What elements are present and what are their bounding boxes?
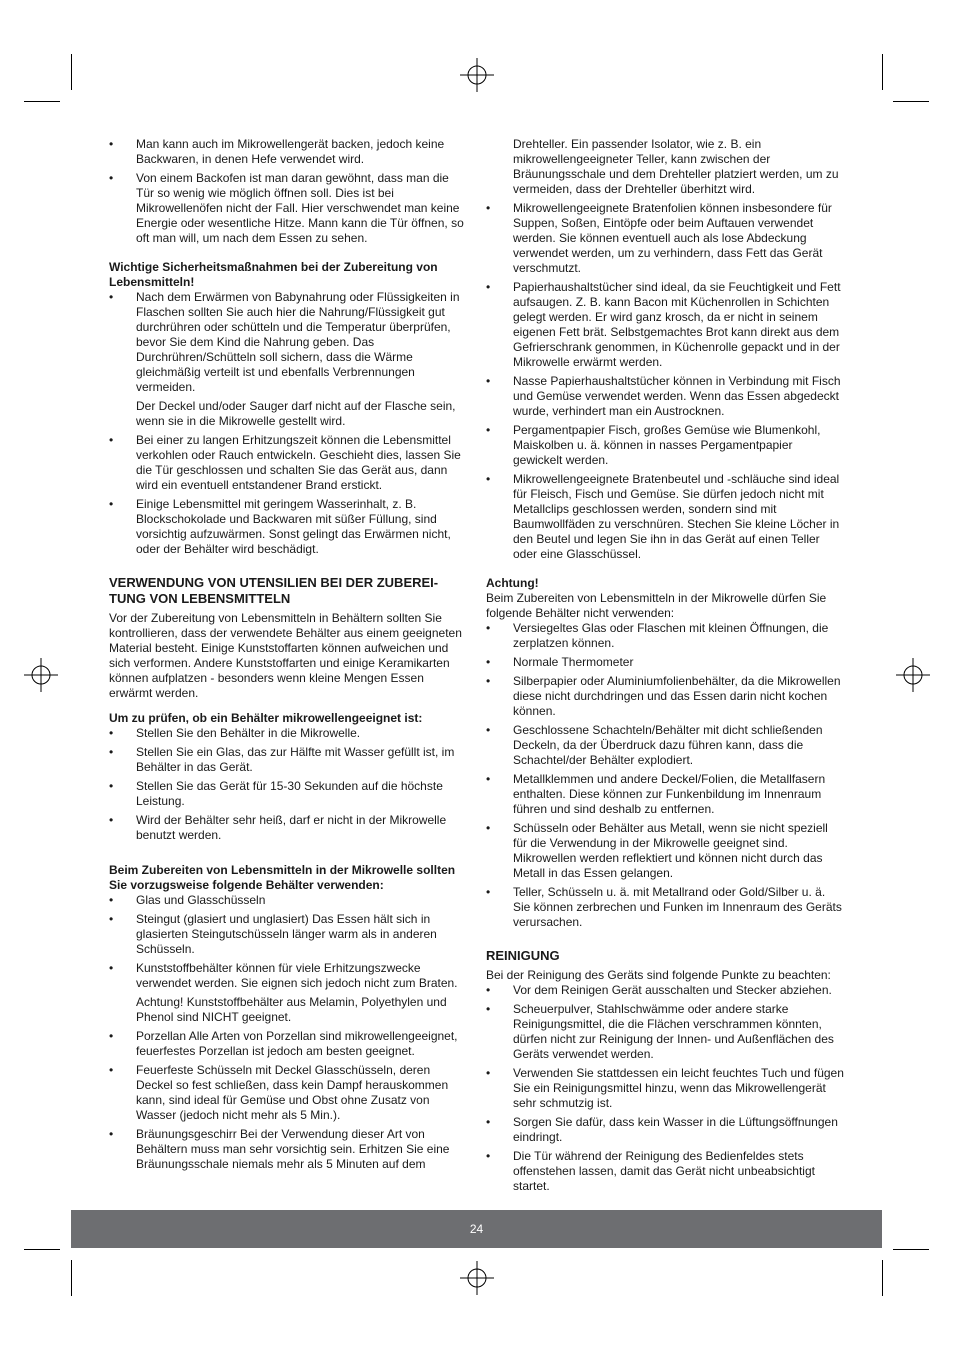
cleaning-intro: Bei der Reinigung des Geräts sind folgende Punkte zu beachten: xyxy=(486,968,831,982)
cleaning-title: REINIGUNG xyxy=(486,948,560,963)
list-item-text: Pergamentpapier Fisch, großes Gemüse wie Blumenkohl, Maiskolben u. ä. können in nasses Pergamentpapier gewickelt werden. xyxy=(513,423,821,467)
crop-mark xyxy=(893,1249,929,1250)
list-item-text: Feuerfeste Schüsseln mit Deckel Glasschüsseln, deren Deckel so fest schließen, dass kein Dampf herauskommen kann, sind ideal für Gemüse und Obst ohne Zusatz von Wasser (jedoch nicht mehr als 5 Min.). xyxy=(136,1063,449,1122)
list-item xyxy=(109,1029,467,1059)
crop-mark xyxy=(893,101,929,102)
list-item xyxy=(486,472,844,562)
list-item-text: Teller, Schüsseln u. ä. mit Metallrand oder Gold/Silber u. ä. Sie können zerbrechen und Funken im Innenraum des Geräts verursachen. xyxy=(513,885,842,929)
safety-list xyxy=(109,290,467,557)
list-item xyxy=(109,433,467,493)
list-item xyxy=(109,893,467,908)
registration-mark-icon xyxy=(460,58,494,92)
list-item-text: Stellen Sie ein Glas, das zur Hälfte mit Wasser gefüllt ist, im Behälter in das Gerät. xyxy=(136,745,455,774)
list-item xyxy=(109,171,467,246)
list-item-text: Nasse Papierhaushaltstücher können in Verbindung mit Fisch und Gemüse verwendet werden. Wenn das Essen abgedeckt wurde, verhindert man ein Austrocknen. xyxy=(513,374,841,418)
list-item-text: Schüsseln oder Behälter aus Metall, wenn sie nicht speziell für die Verwendung in der Mikrowelle geeignet sind. Mikrowellen werden reflektiert und können nicht durch das Metall in das Essen gelangen. xyxy=(513,821,828,880)
section-title: VERWENDUNG VON UTENSILIEN BEI DER ZUBEREI-TUNG VON LEBENSMITTELN xyxy=(109,575,439,606)
list-item-note: Achtung! Kunststoffbehälter aus Melamin, Polyethylen und Phenol sind NICHT geeignet. xyxy=(136,995,447,1024)
list-item-text: Metallklemmen und andere Deckel/Folien, die Metallfasern enthalten. Diese können zur Funkenbildung im Innenraum führen und sind deshalb zu entfernen. xyxy=(513,772,826,816)
list-item-text: Versiegeltes Glas oder Flaschen mit kleinen Öffnungen, die zerplatzen können. xyxy=(513,621,829,650)
list-item xyxy=(486,674,844,719)
list-item xyxy=(486,1002,844,1062)
right-column xyxy=(486,137,844,1198)
list-item xyxy=(109,745,467,775)
test-heading: Um zu prüfen, ob ein Behälter mikrowellengeeignet ist: xyxy=(109,711,423,725)
list-item-text: Die Tür während der Reinigung des Bedienfeldes stets offenstehen lassen, damit das Gerät nicht unbeabsichtigt startet. xyxy=(513,1149,815,1193)
list-item xyxy=(109,1127,467,1172)
list-item xyxy=(486,821,844,881)
safety-heading: Wichtige Sicherheitsmaßnahmen bei der Zubereitung von Lebensmitteln! xyxy=(109,260,438,289)
list-item xyxy=(486,280,844,370)
list-item xyxy=(486,201,844,276)
list-item xyxy=(109,497,467,557)
attention-list xyxy=(486,621,844,930)
section-intro: Vor der Zubereitung von Lebensmitteln in Behältern sollten Sie kontrollieren, dass der verwendete Behälter aus einem geeigneten Material besteht. Einige Kunststoffarten können aufweichen und sich verformen. Andere Kunststoffarten und einige Keramikarten können aufplatzen - besonders wenn kleine Mengen Essen erwärmt werden. xyxy=(109,611,462,700)
list-item-text: Normale Thermometer xyxy=(513,655,634,669)
list-item-text: Silberpapier oder Aluminiumfolienbehälter, da die Mikrowellen diese nicht durchdringen und das Essen darin nicht kochen können. xyxy=(513,674,841,718)
prefer-list xyxy=(109,893,467,1172)
crop-mark xyxy=(882,54,883,90)
attention-intro: Beim Zubereiten von Lebensmitteln in der Mikrowelle dürfen Sie folgende Behälter nicht verwenden: xyxy=(486,591,827,620)
list-item-text: Scheuerpulver, Stahlschwämme oder andere starke Reinigungsmittel, die die Flächen verschrammen könnten, dürfen nicht zur Reinigung der Innen- und Außenflächen des Geräts verwendet werden. xyxy=(513,1002,834,1061)
prefer-heading: Beim Zubereiten von Lebensmitteln in der Mikrowelle sollten Sie vorzugsweise folgende Behälter verwenden: xyxy=(109,863,456,892)
list-item-text: Stellen Sie den Behälter in die Mikrowelle. xyxy=(136,726,361,740)
attention-heading: Achtung! xyxy=(486,576,539,590)
list-item xyxy=(486,621,844,651)
list-item xyxy=(486,1066,844,1111)
crop-mark xyxy=(882,1260,883,1296)
intro-list xyxy=(109,137,467,246)
cleaning-list xyxy=(486,983,844,1194)
page-footer xyxy=(71,1210,882,1248)
list-item-text: Stellen Sie das Gerät für 15-30 Sekunden auf die höchste Leistung. xyxy=(136,779,443,808)
list-item-text: Papierhaushaltstücher sind ideal, da sie Feuchtigkeit und Fett aufsaugen. Z. B. kann Bacon mit Küchenrollen in Schichten gelegt werden. Er wird ganz krosch, da er nicht in seinem eigenen Fett brät. Selbstgemachtes Brot kann direkt aus dem Gefrierschrank genommen, in Küchenrolle gepackt und in der Mikrowelle erwärmt werden. xyxy=(513,280,841,369)
continuation-text: Drehteller. Ein passender Isolator, wie z. B. ein mikrowellengeeigneter Teller, kann zwischen der Bräunungsschale und dem Drehteller platziert werden, um zu vermeiden, dass der Drehteller überhitzt wird. xyxy=(513,137,839,196)
list-item-text: Geschlossene Schachteln/Behälter mit dicht schließenden Deckeln, da der Überdruck dazu führen kann, dass die Schachtel/der Behälter explodiert. xyxy=(513,723,823,767)
list-item xyxy=(486,983,844,998)
list-item-text: Porzellan Alle Arten von Porzellan sind mikrowellengeeignet, feuerfestes Porzellan ist jedoch am besten geeignet. xyxy=(136,1029,458,1058)
list-item-text: Nach dem Erwärmen von Babynahrung oder Flüssigkeiten in Flaschen sollten Sie auch hier die Nahrung/Flüssigkeit gut durchrühren oder schütteln und die Temperatur überprüfen, bevor Sie dem Kind die Nahrung geben. Das Durchrühren/Schütteln soll sichern, dass die Wärme gleichmäßig verteilt ist und ebenfalls Verbrennungen vermeiden. xyxy=(136,290,460,394)
list-item xyxy=(486,772,844,817)
list-item-text: Bräunungsgeschirr Bei der Verwendung dieser Art von Behältern muss man sehr vorsichtig sein. Erhitzen Sie eine Bräunungsschale niemals mehr als 5 Minuten auf dem xyxy=(136,1127,450,1171)
list-item-text: Wird der Behälter sehr heiß, darf er nicht in der Mikrowelle benutzt werden. xyxy=(136,813,447,842)
list-item xyxy=(486,1149,844,1194)
list-item xyxy=(486,655,844,670)
list-item xyxy=(109,912,467,957)
list-item-text: Von einem Backofen ist man daran gewöhnt, dass man die Tür so wenig wie möglich öffnen soll. Dies ist bei Mikrowellenöfen nicht der Fall. Hier verschwendet man keine Energie oder wesentliche Hitze. Mann kann die Tür öffnen, so oft man will, um nach dem Essen zu sehen. xyxy=(136,171,464,245)
list-item xyxy=(109,813,467,843)
list-item xyxy=(109,290,467,429)
page-number: 24 xyxy=(469,1222,484,1236)
crop-mark xyxy=(24,101,60,102)
list-item-text: Mikrowellengeeignete Bratenbeutel und -schläuche sind ideal für Fleisch, Fisch und Gemüse. Sie dürfen jedoch nicht mit Metallclips geschlossen werden, sondern sind mit Baumwollfäden zu verschnüren. Stechen Sie kleine Löcher in den Beutel und legen Sie ihn in das Gerät auf einen Teller oder eine Glasschüssel. xyxy=(513,472,840,561)
registration-mark-icon xyxy=(896,658,930,692)
registration-mark-icon xyxy=(24,658,58,692)
list-item-text: Man kann auch im Mikrowellengerät backen, jedoch keine Backwaren, in denen Hefe verwendet wird. xyxy=(136,137,445,166)
crop-mark xyxy=(71,1260,72,1296)
list-item-text: Bei einer zu langen Erhitzungszeit können die Lebensmittel verkohlen oder Rauch entwickeln. Geschieht dies, lassen Sie die Tür geschlossen und schalten Sie das Gerät aus, dann wird ein eventuell entstandener Brand erstickt. xyxy=(136,433,461,492)
list-item-text: Kunststoffbehälter können für viele Erhitzungszwecke verwendet werden. Sie eignen sich jedoch nicht zum Braten. xyxy=(136,961,458,990)
list-item xyxy=(109,1063,467,1123)
crop-mark xyxy=(24,1249,60,1250)
materials-list xyxy=(486,201,844,562)
list-item xyxy=(486,374,844,419)
registration-mark-icon xyxy=(460,1261,494,1295)
list-item-note: Der Deckel und/oder Sauger darf nicht auf der Flasche sein, wenn sie in die Mikrowelle gestellt wird. xyxy=(136,399,456,428)
left-column xyxy=(109,137,467,1176)
list-item-text: Verwenden Sie stattdessen ein leicht feuchtes Tuch und fügen Sie ein Reinigungsmittel hinzu, wenn das Mikrowellengerät sehr schmutzig ist. xyxy=(513,1066,844,1110)
list-item-text: Steingut (glasiert und unglasiert) Das Essen hält sich in glasierten Steingutschüsseln länger warm als in anderen Schüsseln. xyxy=(136,912,437,956)
list-item-text: Sorgen Sie dafür, dass kein Wasser in die Lüftungsöffnungen eindringt. xyxy=(513,1115,838,1144)
list-item xyxy=(486,885,844,930)
list-item xyxy=(109,961,467,1025)
list-item xyxy=(109,726,467,741)
crop-mark xyxy=(71,54,72,90)
list-item xyxy=(109,779,467,809)
list-item-text: Vor dem Reinigen Gerät ausschalten und Stecker abziehen. xyxy=(513,983,832,997)
list-item-text: Mikrowellengeeignete Bratenfolien können insbesondere für Suppen, Soßen, Eintöpfe oder beim Auftauen verwendet werden. Sie können eventuell auch als lose Abdeckung verwendet werden, um zu verhindern, dass Fett das Gerät verschmutzt. xyxy=(513,201,832,275)
list-item xyxy=(109,137,467,167)
list-item xyxy=(486,423,844,468)
list-item-text: Glas und Glasschüsseln xyxy=(136,893,266,907)
list-item-text: Einige Lebensmittel mit geringem Wasserinhalt, z. B. Blockschokolade und Backwaren mit süßer Füllung, sind vorsichtig aufzuwärmen. Sonst gelingt das Erwärmen nicht, oder der Behälter wird beschädigt. xyxy=(136,497,451,556)
test-list xyxy=(109,726,467,843)
list-item xyxy=(486,723,844,768)
list-item xyxy=(486,1115,844,1145)
